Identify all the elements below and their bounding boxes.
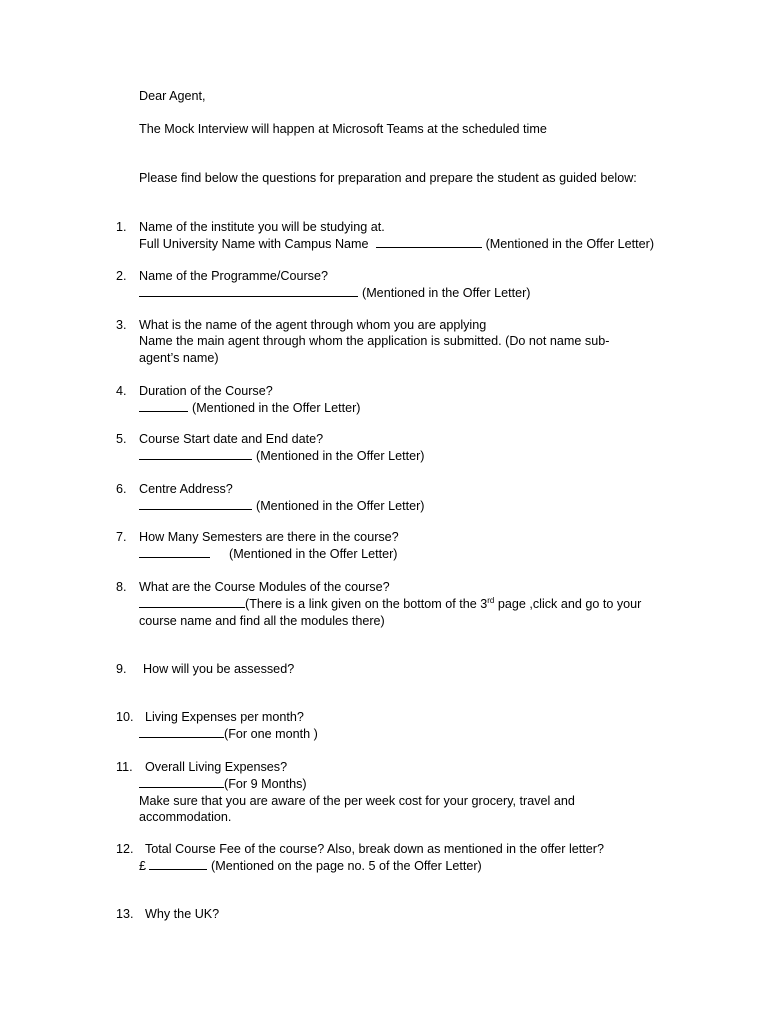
question-text: Overall Living Expenses? bbox=[145, 760, 288, 774]
detail-note: (Mentioned in the Offer Letter) bbox=[192, 401, 361, 416]
detail-text: agent’s name) bbox=[139, 350, 219, 365]
note-text: Make sure that you are aware of the per week cost for your grocery, travel and bbox=[139, 793, 575, 808]
detail-note-continued: page ,click and go to your bbox=[494, 597, 642, 612]
question-number: 3. bbox=[116, 318, 127, 332]
answer-blank bbox=[139, 399, 188, 412]
question-9 bbox=[143, 661, 683, 677]
question-number: 1. bbox=[116, 220, 127, 234]
answer-line bbox=[139, 857, 679, 874]
question-text: Centre Address? bbox=[139, 482, 233, 496]
answer-blank bbox=[139, 447, 252, 460]
question-2 bbox=[139, 268, 679, 302]
question-text: Name of the Programme/Course? bbox=[139, 269, 328, 283]
answer-line bbox=[139, 775, 679, 792]
question-6 bbox=[139, 481, 679, 515]
question-5 bbox=[139, 431, 679, 465]
currency-symbol: £ bbox=[139, 859, 147, 874]
intro-text: The Mock Interview will happen at Microsoft Teams at the scheduled time bbox=[139, 122, 547, 136]
question-text: Name of the institute you will be studying at. bbox=[139, 220, 385, 234]
answer-blank bbox=[139, 545, 210, 558]
answer-blank bbox=[376, 235, 482, 248]
question-text: What are the Course Modules of the course? bbox=[139, 580, 390, 594]
answer-blank bbox=[149, 857, 207, 870]
question-text: Course Start date and End date? bbox=[139, 432, 324, 446]
question-number: 4. bbox=[116, 384, 127, 398]
question-text: How Many Semesters are there in the course? bbox=[139, 530, 399, 544]
detail-note: (Mentioned in the Offer Letter) bbox=[485, 237, 655, 252]
detail-note: (Mentioned in the Offer Letter) bbox=[229, 547, 398, 562]
answer-line bbox=[139, 399, 679, 416]
ordinal-superscript: rd bbox=[487, 596, 495, 606]
question-number: 8. bbox=[116, 580, 127, 594]
note-text: accommodation. bbox=[139, 809, 232, 824]
detail-text: course name and find all the modules there) bbox=[139, 613, 385, 628]
instruction-text: Please find below the questions for preparation and prepare the student as guided below: bbox=[139, 171, 637, 185]
detail-note: (Mentioned in the Offer Letter) bbox=[256, 499, 425, 514]
answer-blank bbox=[139, 725, 224, 738]
answer-blank bbox=[139, 595, 245, 608]
detail-note: (Mentioned on the page no. 5 of the Offer Letter) bbox=[211, 859, 482, 874]
greeting: Dear Agent, bbox=[139, 89, 206, 103]
detail-note: (Mentioned in the Offer Letter) bbox=[256, 449, 425, 464]
question-10 bbox=[139, 709, 679, 743]
detail-note: (For 9 Months) bbox=[224, 777, 307, 792]
question-number: 13. bbox=[116, 907, 134, 921]
question-number: 10. bbox=[116, 710, 134, 724]
answer-blank bbox=[139, 497, 252, 510]
detail-prefix: Full University Name with Campus Name bbox=[139, 237, 369, 252]
question-number: 12. bbox=[116, 842, 134, 856]
answer-blank bbox=[139, 775, 224, 788]
detail-note: (Mentioned in the Offer Letter) bbox=[362, 286, 531, 301]
question-text: Duration of the Course? bbox=[139, 384, 273, 398]
question-number: 2. bbox=[116, 269, 127, 283]
question-12 bbox=[139, 841, 679, 875]
question-11 bbox=[139, 759, 679, 825]
question-3 bbox=[139, 317, 679, 366]
question-number: 5. bbox=[116, 432, 127, 446]
question-text: How will you be assessed? bbox=[143, 662, 295, 676]
question-number: 9. bbox=[116, 662, 127, 676]
question-13 bbox=[139, 906, 679, 922]
answer-line bbox=[139, 497, 679, 514]
answer-line bbox=[139, 284, 679, 301]
answer-line bbox=[139, 235, 679, 252]
question-number: 7. bbox=[116, 530, 127, 544]
answer-blank bbox=[139, 284, 358, 297]
question-number: 11. bbox=[116, 760, 133, 774]
answer-line bbox=[139, 595, 679, 612]
answer-line bbox=[139, 545, 679, 562]
question-text: Living Expenses per month? bbox=[145, 710, 304, 724]
detail-note: (There is a link given on the bottom of the 3 bbox=[245, 597, 488, 612]
question-4 bbox=[139, 383, 679, 417]
question-1 bbox=[139, 219, 679, 253]
question-7 bbox=[139, 529, 679, 563]
answer-line bbox=[139, 725, 679, 742]
question-number: 6. bbox=[116, 482, 127, 496]
answer-line bbox=[139, 447, 679, 464]
question-8 bbox=[139, 579, 679, 629]
question-text: What is the name of the agent through whom you are applying bbox=[139, 318, 487, 332]
detail-note: (For one month ) bbox=[224, 727, 318, 742]
question-text: Why the UK? bbox=[145, 907, 220, 921]
detail-text: Name the main agent through whom the application is submitted. (Do not name sub- bbox=[139, 334, 610, 349]
question-text: Total Course Fee of the course? Also, break down as mentioned in the offer letter? bbox=[145, 842, 605, 856]
